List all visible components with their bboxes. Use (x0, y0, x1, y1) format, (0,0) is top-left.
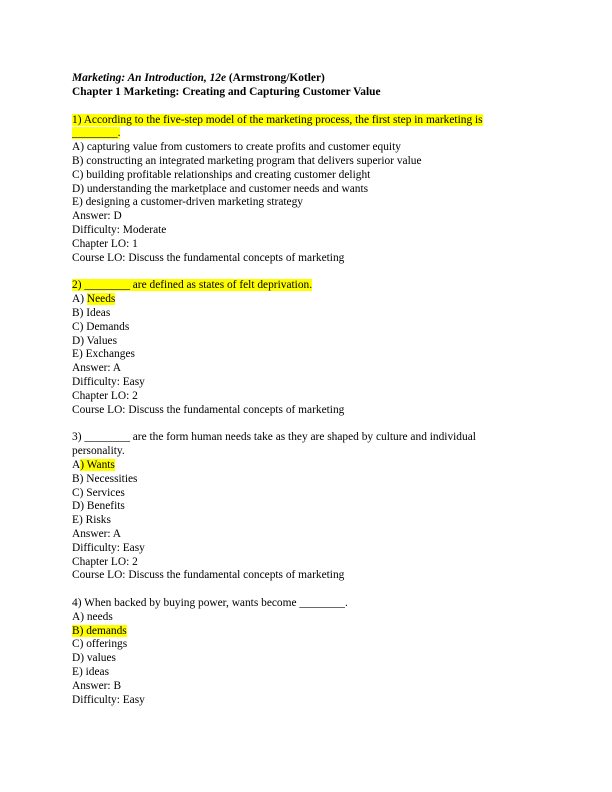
chapter-lo: Chapter LO: 2 (72, 555, 138, 568)
option-e: E) designing a customer-driven marketing strategy (72, 196, 303, 209)
option-d: D) values (72, 652, 116, 665)
option-b: B) Ideas (72, 306, 111, 319)
question-stem: 3) ________ are the form human needs take as they are shaped by culture and individual personality. (72, 431, 476, 458)
option-e: E) Exchanges (72, 348, 135, 361)
book-title (72, 72, 512, 86)
document-page (72, 72, 512, 707)
chapter-lo: Chapter LO: 1 (72, 237, 138, 250)
option-c: C) Demands (72, 320, 130, 333)
option-b: B) Necessities (72, 472, 138, 485)
question-1 (72, 114, 512, 266)
question-4 (72, 597, 512, 707)
option-c: C) offerings (72, 638, 128, 651)
option-a (72, 459, 512, 473)
difficulty: Difficulty: Easy (72, 375, 145, 388)
option-a: A) capturing value from customers to create profits and customer equity (72, 141, 401, 154)
chapter-lo: Chapter LO: 2 (72, 389, 138, 402)
option-a: A) needs (72, 610, 113, 623)
question-stem: 4) When backed by buying power, wants become ________. (72, 597, 348, 610)
course-lo: Course LO: Discuss the fundamental concepts of marketing (72, 569, 345, 582)
option-d: D) Values (72, 334, 118, 347)
difficulty: Difficulty: Easy (72, 693, 145, 706)
option-b: B) constructing an integrated marketing program that delivers superior value (72, 154, 422, 167)
answer: Answer: B (72, 679, 122, 692)
question-stem-highlight: 1) According to the five-step model of the marketing process, the first step in marketing is ________. (72, 113, 483, 140)
option-e: E) ideas (72, 666, 110, 679)
difficulty: Difficulty: Easy (72, 541, 145, 554)
option-a-prefix: A) (72, 293, 87, 306)
option-c: C) building profitable relationships and creating customer delight (72, 168, 371, 181)
option-c: C) Services (72, 486, 125, 499)
difficulty: Difficulty: Moderate (72, 223, 167, 236)
question-3 (72, 431, 512, 583)
chapter-heading: Chapter 1 Marketing: Creating and Capturing Customer Value (72, 85, 381, 98)
book-authors: (Armstrong/Kotler) (226, 72, 325, 84)
book-title-italic: Marketing: An Introduction, 12e (72, 72, 227, 84)
option-e: E) Risks (72, 514, 111, 527)
question-stem (72, 114, 512, 142)
question-stem (72, 279, 512, 293)
option-b (72, 625, 512, 639)
answer: Answer: A (72, 362, 122, 375)
course-lo: Course LO: Discuss the fundamental concepts of marketing (72, 403, 345, 416)
option-b-highlight: B) demands (72, 624, 127, 637)
option-d: D) understanding the marketplace and customer needs and wants (72, 182, 369, 195)
course-lo: Course LO: Discuss the fundamental concepts of marketing (72, 251, 345, 264)
question-stem-highlight: 2) ________ are defined as states of felt deprivation. (72, 279, 313, 292)
question-2 (72, 279, 512, 417)
option-a (72, 293, 512, 307)
answer: Answer: D (72, 210, 122, 223)
option-a-prefix: A (72, 458, 81, 471)
option-d: D) Benefits (72, 500, 125, 513)
answer: Answer: A (72, 527, 122, 540)
option-a-highlight: Needs (86, 293, 116, 306)
option-a-highlight: ) Wants (80, 458, 115, 471)
